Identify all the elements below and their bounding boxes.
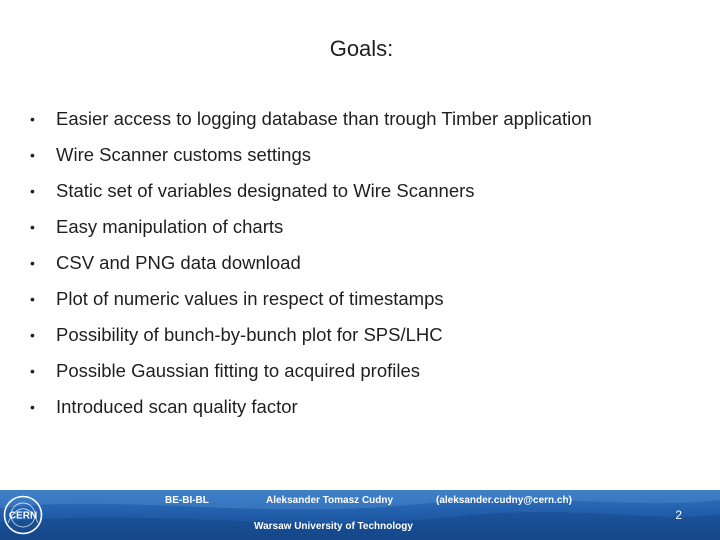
goal-text: Plot of numeric values in respect of timestamps (56, 288, 444, 309)
slide-title: Goals: (329, 36, 394, 61)
bullet-icon: • (30, 111, 35, 127)
goal-item (30, 245, 592, 281)
university-name: Warsaw University of Technology (254, 521, 413, 532)
cern-logo-text: CERN (8, 510, 38, 522)
goal-text: Wire Scanner customs settings (56, 144, 311, 165)
goal-item (30, 173, 592, 209)
bullet-icon: • (30, 255, 35, 271)
goal-item (30, 389, 592, 425)
department-label: BE-BI-BL (165, 495, 209, 506)
bullet-icon: • (30, 147, 35, 163)
goal-item (30, 317, 592, 353)
goal-item (30, 353, 592, 389)
goal-text: Possible Gaussian fitting to acquired profiles (56, 360, 421, 381)
goal-text: Possibility of bunch-by-bunch plot for SPS/LHC (56, 324, 443, 345)
bullet-icon: • (30, 399, 35, 415)
bullet-icon: • (30, 291, 35, 307)
goal-item (30, 137, 592, 173)
bullet-icon: • (30, 363, 35, 379)
goal-text: Static set of variables designated to Wire Scanners (56, 180, 475, 201)
goal-item (30, 209, 592, 245)
goal-text: Introduced scan quality factor (56, 396, 298, 417)
footer-bar (0, 490, 720, 540)
goal-text: Easier access to logging database than trough Timber application (56, 108, 592, 129)
bullet-icon: • (30, 219, 35, 235)
goal-item (30, 281, 592, 317)
page-number: 2 (675, 508, 682, 522)
goal-item (30, 101, 592, 137)
goal-text: Easy manipulation of charts (56, 216, 284, 237)
goal-text: CSV and PNG data download (56, 252, 301, 273)
bullet-icon: • (30, 183, 35, 199)
author-name: Aleksander Tomasz Cudny (266, 495, 394, 506)
bullet-icon: • (30, 327, 35, 343)
goals-list (30, 101, 592, 425)
cern-logo-icon (2, 494, 44, 536)
author-email: (aleksander.cudny@cern.ch) (436, 495, 572, 506)
